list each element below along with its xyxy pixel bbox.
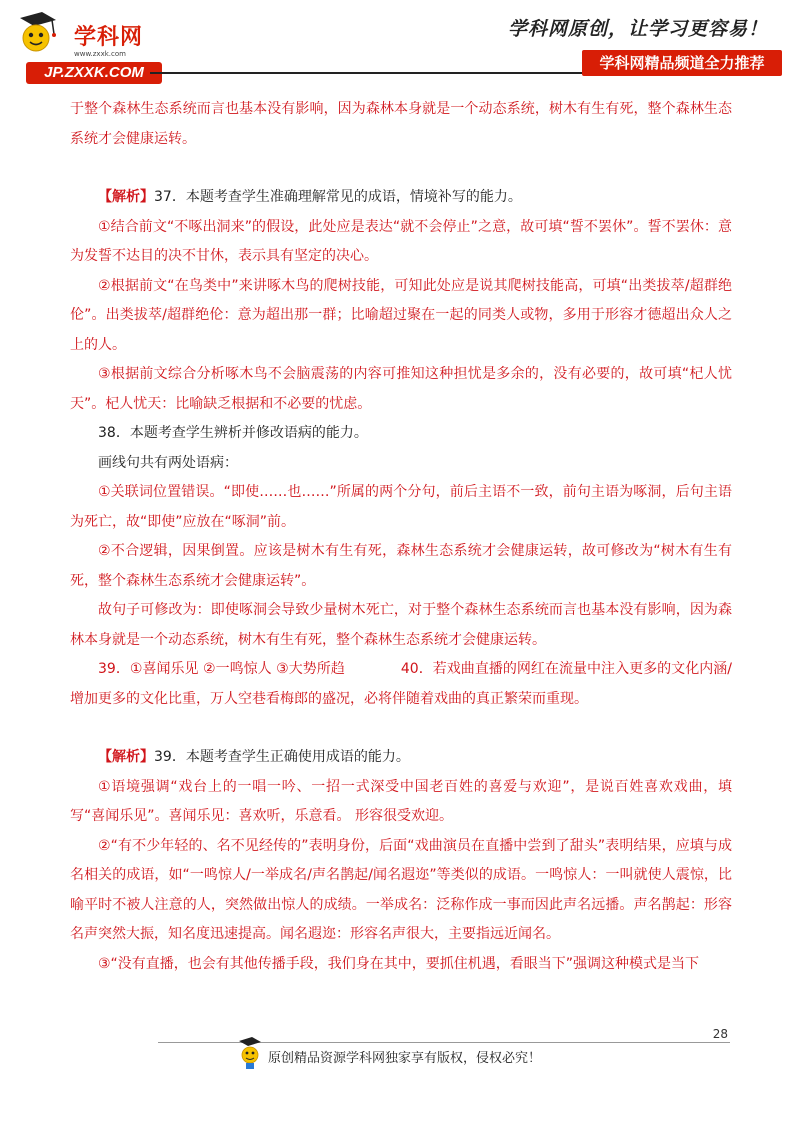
answer-39-40 [70, 655, 732, 714]
analysis-text: 37．本题考查学生准确理解常见的成语，情境补写的能力。 [154, 189, 522, 205]
brand-url: www.zxxk.com [74, 50, 126, 58]
paragraph-gap [70, 154, 732, 183]
paragraph: ①结合前文“不啄出洞来”的假设，此处应是表达“就不会停止”之意，故可填“誓不罢休”。誓不罢休：意为发誓不达目的决不甘休，表示具有坚定的决心。 [70, 218, 732, 264]
analysis-38-heading: 38．本题考查学生辨析并修改语病的能力。 [98, 425, 368, 441]
paragraph: ②不合逻辑，因果倒置。应该是树木有生有死，森林生态系统才会健康运转，故可修改为“树木有生有死，整个森林生态系统才会健康运转”。 [70, 543, 732, 589]
answer-39: 39．①喜闻乐见 ②一鸣惊人 ③大势所趋 [98, 661, 345, 677]
header-divider [150, 72, 582, 74]
mascot-icon [12, 8, 60, 56]
brand-name: 学科网 [74, 25, 144, 50]
paragraph: ②根据前文“在鸟类中”来讲啄木鸟的爬树技能，可知此处应是说其爬树技能高，可填“出类拔萃/超群绝伦”。出类拔萃/超群绝伦：意为超出那一群；比喻超过聚在一起的同类人或物，多用于形容才德超出众人之上的人。 [70, 277, 732, 353]
analysis-37-heading [70, 183, 732, 213]
page-number: 28 [712, 1027, 728, 1041]
paragraph: ①关联词位置错误。“即使……也……”所属的两个分句，前后主语不一致，前句主语为啄洞，后句主语为死亡，故“即使”应放在“啄洞”前。 [70, 484, 732, 530]
paragraph: 画线句共有两处语病： [98, 454, 238, 471]
page-header [0, 0, 800, 90]
analysis-39-heading [70, 743, 732, 773]
copyright-notice: 原创精品资源学科网独家享有版权，侵权必究！ [268, 1051, 542, 1066]
paragraph-gap [70, 714, 732, 743]
paragraph: ③根据前文综合分析啄木鸟不会脑震荡的内容可推知这种担忧是多余的，没有必要的，故可填“杞人忧天”。杞人忧天：比喻缺乏根据和不必要的忧虑。 [70, 366, 732, 412]
answer-40: 40．若戏曲直播的网红在流量中注入更多的文化内涵/增加更多的文化比重，万人空巷看梅郎的盛况，必将伴随着戏曲的真正繁荣而重现。 [70, 661, 733, 707]
analysis-text: 39．本题考查学生正确使用成语的能力。 [154, 749, 410, 765]
brand-logo [12, 8, 162, 81]
document-body [70, 95, 732, 979]
logo-strip: JP.ZXXK.COM [26, 62, 162, 84]
analysis-tag: 【解析】 [98, 749, 154, 765]
paragraph: ③“没有直播，也会有其他传播手段，我们身在其中，要抓住机遇，看眼当下”强调这种模式是当下 [98, 955, 700, 972]
channel-badge: 学科网精品频道全力推荐 [582, 50, 782, 76]
paragraph: 于整个森林生态系统而言也基本没有影响，因为森林本身就是一个动态系统，树木有生有死，整个森林生态系统才会健康运转。 [70, 101, 732, 147]
paragraph: 故句子可修改为：即使啄洞会导致少量树木死亡，对于整个森林生态系统而言也基本没有影响，因为森林本身就是一个动态系统，树木有生有死，整个森林生态系统才会健康运转。 [70, 602, 732, 648]
mascot-icon [236, 1035, 264, 1071]
header-slogan: 学科网原创，让学习更容易！ [507, 18, 768, 40]
analysis-tag: 【解析】 [98, 189, 154, 205]
paragraph: ①语境强调“戏台上的一唱一吟、一招一式深受中国老百姓的喜爱与欢迎”，是说百姓喜欢戏曲，填写“喜闻乐见”。喜闻乐见：喜欢听，乐意看。 形容很受欢迎。 [70, 778, 732, 824]
paragraph: ②“有不少年轻的、名不见经传的”表明身份，后面“戏曲演员在直播中尝到了甜头”表明结果，应填与成名相关的成语，如“一鸣惊人/一举成名/声名鹊起/闻名遐迩”等类似的成语。一鸣惊人：一叫就使人震惊，比喻平时不被人注意的人，突然做出惊人的成绩。一举成名：泛称作成一事而因此声名远播。声名鹊起：形容名声突然大振，知名度迅速提高。闻名遐迩：形容名声很大，主要指远近闻名。 [70, 837, 732, 942]
